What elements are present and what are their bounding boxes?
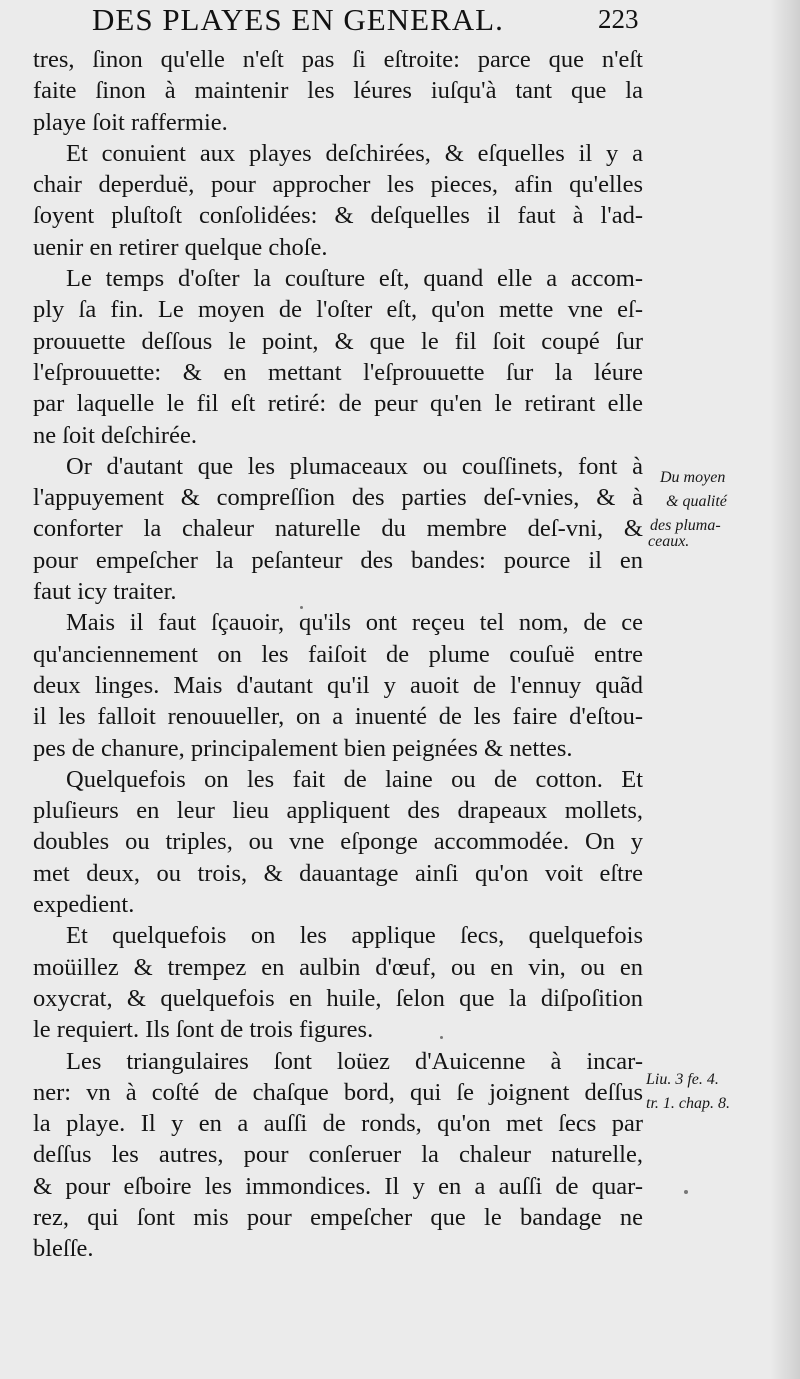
text-line: l'appuyement & compreſſion des parties deſ-vnies, & à [33, 484, 643, 512]
text-line: tres, ſinon qu'elle n'eſt pas ſi eſtroite: parce que n'eſt [33, 46, 643, 73]
text-line: uenir en retirer quelque choſe. [33, 233, 328, 261]
text-line: la playe. Il y en a auſſi de ronds, qu'on met ſecs par [33, 1110, 643, 1138]
text-line: rez, qui ſont mis pour empeſcher que le bandage ne [33, 1203, 643, 1231]
text-line: le requiert. Ils ſont de trois figures. [33, 1016, 374, 1044]
running-title: DES PLAYES EN GENERAL. [92, 2, 504, 37]
text-line: chair deperduë, pour approcher les pieces, afin qu'elles [33, 171, 643, 199]
text-line: oxycrat, & quelquefois en huile, ſelon que la diſpoſition [33, 984, 643, 1012]
text-line: faut icy traiter. [33, 578, 177, 606]
margin-note-line: Liu. 3 fe. 4. [646, 1071, 719, 1088]
text-line: Or d'autant que les plumaceaux ou couſſinets, font à [66, 452, 643, 480]
text-line: met deux, ou trois, & dauantage ainſi qu'on voit eſtre [33, 859, 643, 887]
ink-speck [300, 606, 303, 609]
ink-speck [684, 1190, 688, 1194]
text-line: deſſus les autres, pour conſeruer la chaleur naturelle, [33, 1141, 643, 1169]
text-line: ſoyent pluſtoſt conſolidées: & deſquelles il faut à l'ad- [33, 202, 643, 230]
text-line: faite ſinon à maintenir les léures iuſqu'à tant que la [33, 77, 643, 105]
text-line: Les triangulaires ſont loüez d'Auicenne à incar- [66, 1047, 643, 1075]
text-line: prouuette deſſous le point, & que le fil ſoit coupé ſur [33, 327, 643, 355]
text-line: conforter la chaleur naturelle du membre deſ-vni, & [33, 515, 643, 543]
text-line: doubles ou triples, ou vne eſponge accommodée. On y [33, 828, 643, 856]
margin-note-plumaceaux [648, 466, 727, 554]
margin-note-line: ceaux. [648, 533, 690, 550]
text-line: moüillez & trempez en aulbin d'œuf, ou en vin, ou en [33, 953, 643, 981]
margin-note-line: des pluma- [650, 517, 721, 534]
text-line: par laquelle le fil eſt retiré: de peur qu'en le retirant elle [33, 390, 643, 418]
text-line: Le temps d'oſter la couſture eſt, quand elle a accom- [66, 265, 643, 293]
text-line: ply ſa fin. Le moyen de l'oſter eſt, qu'on mette vne eſ- [33, 296, 643, 324]
text-line: & pour eſboire les immondices. Il y en a auſſi de quar- [33, 1172, 643, 1200]
text-line: l'eſprouuette: & en mettant l'eſprouuette ſur la léure [33, 358, 643, 386]
text-line: deux linges. Mais d'autant qu'il y auoit de l'ennuy quãd [33, 671, 643, 699]
text-line: pluſieurs en leur lieu appliquent des drapeaux mollets, [33, 797, 643, 825]
text-line: il les falloit renouueller, on a inuenté de les faire d'eſtou- [33, 703, 643, 731]
margin-note-line: tr. 1. chap. 8. [646, 1095, 730, 1112]
ink-speck [440, 1036, 443, 1039]
margin-note-line: & qualité [666, 493, 727, 510]
text-line: bleſſe. [33, 1235, 94, 1263]
margin-note-line: Du moyen [660, 469, 726, 486]
margin-note-reference [646, 1068, 730, 1116]
text-line: Et quelquefois on les applique ſecs, quelquefois [66, 922, 643, 950]
text-line: ner: vn à coſté de chaſque bord, qui ſe joignent deſſus [33, 1078, 643, 1106]
body-text [33, 44, 643, 1265]
text-line: ne ſoit deſchirée. [33, 421, 197, 449]
page-number: 223 [598, 4, 639, 34]
text-line: pour empeſcher la peſanteur des bandes: pource il en [33, 546, 643, 574]
text-line: expedient. [33, 891, 135, 919]
text-line: qu'anciennement on les faiſoit de plume couſuë entre [33, 640, 643, 668]
text-line: Quelquefois on les fait de laine ou de cotton. Et [66, 765, 643, 793]
text-line: pes de chanure, principalement bien peignées & nettes. [33, 734, 573, 762]
text-line: Et conuient aux playes deſchirées, & eſquelles il y a [66, 139, 643, 167]
text-line: playe ſoit raffermie. [33, 108, 228, 136]
text-line: Mais il faut ſçauoir, qu'ils ont reçeu tel nom, de ce [66, 609, 643, 637]
page-edge-shadow [770, 0, 800, 1379]
